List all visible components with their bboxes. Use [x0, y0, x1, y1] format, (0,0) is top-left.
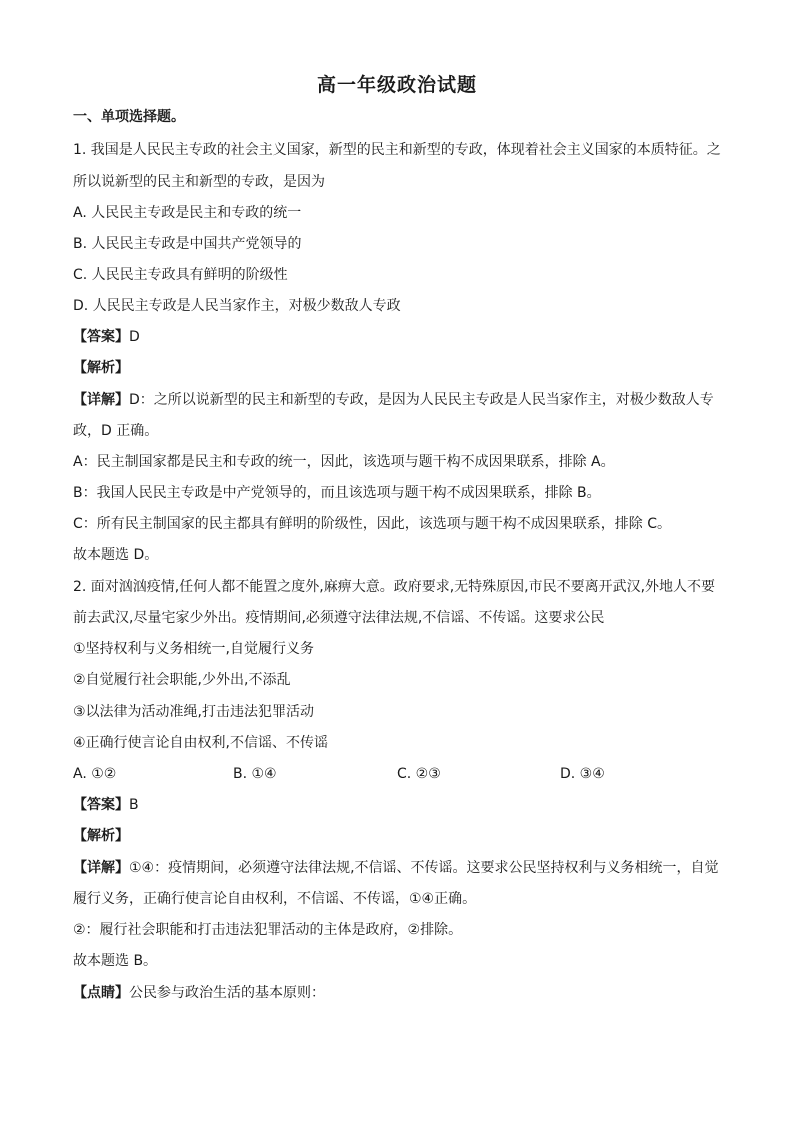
q1-explain-c: C：所有民主制国家的民主都具有鲜明的阶级性，因此，该选项与题干构不成因果联系，排除 C。	[73, 516, 671, 532]
q2-analysis-tag: 【解析】	[73, 828, 129, 844]
q1-answer-tag: 【答案】	[73, 329, 129, 345]
q2-detail-tag: 【详解】	[73, 860, 129, 876]
q2-tip-tag: 【点睛】	[73, 985, 129, 1001]
q2-options-row	[73, 764, 733, 784]
q2-answer	[73, 795, 733, 815]
q1-answer	[73, 327, 733, 347]
q1-analysis-tag: 【解析】	[73, 360, 129, 376]
q1-option-b: B. 人民民主专政是中国共产党领导的	[73, 236, 302, 252]
q2-tip	[73, 983, 733, 1003]
q2-answer-tag: 【答案】	[73, 797, 129, 813]
q2-option-c: C. ②③	[397, 766, 441, 782]
q2-tip-text: 公民参与政治生活的基本原则：	[129, 985, 325, 1001]
q2-item-1: ①坚持权利与义务相统一,自觉履行义务	[73, 641, 314, 657]
q2-explain-2: ②：履行社会职能和打击违法犯罪活动的主体是政府，②排除。	[73, 922, 463, 938]
q2-stem-line-1: 2. 面对汹汹疫情,任何人都不能置之度外,麻痹大意。政府要求,无特殊原因,市民不要离开武汉,外地人不要	[73, 579, 716, 595]
q2-answer-value: B	[129, 797, 139, 813]
q2-detail-text: ①④：疫情期间，必须遵守法律法规,不信谣、不传谣。这要求公民坚持权利与义务相统一，自觉	[129, 860, 719, 876]
q1-explain-b: B：我国人民民主专政是中产党领导的，而且该选项与题干构不成因果联系，排除 B。	[73, 485, 601, 501]
q1-detail-tag: 【详解】	[73, 392, 129, 408]
q1-conclusion: 故本题选 D。	[73, 547, 159, 563]
q1-option-d: D. 人民民主专政是人民当家作主，对极少数敌人专政	[73, 298, 401, 314]
q2-option-a: A. ①②	[73, 766, 117, 782]
q1-detail-line-1	[73, 390, 733, 410]
q2-option-d: D. ③④	[560, 766, 605, 782]
q2-conclusion: 故本题选 B。	[73, 953, 158, 969]
q2-option-b: B. ①④	[233, 766, 277, 782]
q1-stem-line-2: 所以说新型的民主和新型的专政，是因为	[73, 174, 325, 190]
section-heading: 一、单项选择题。	[73, 109, 185, 125]
page-title: 高一年级政治试题	[316, 74, 477, 96]
q1-option-a: A. 人民民主专政是民主和专政的统一	[73, 205, 302, 221]
q1-answer-value: D	[129, 329, 140, 345]
q2-item-4: ④正确行使言论自由权利,不信谣、不传谣	[73, 735, 328, 751]
q2-item-3: ③以法律为活动准绳,打击违法犯罪活动	[73, 704, 314, 720]
q2-detail-line-2: 履行义务，正确行使言论自由权利，不信谣、不传谣，①④正确。	[73, 891, 477, 907]
q1-detail-line-2: 政，D 正确。	[73, 423, 159, 439]
q2-stem-line-2: 前去武汉,尽量宅家少外出。疫情期间,必须遵守法律法规,不信谣、不传谣。这要求公民	[73, 610, 605, 626]
q1-detail-text: D：之所以说新型的民主和新型的专政，是因为人民民主专政是人民当家作主，对极少数敌人专	[129, 392, 714, 408]
q1-stem-line-1: 1. 我国是人民民主专政的社会主义国家，新型的民主和新型的专政，体现着社会主义国家的本质特征。之	[73, 142, 721, 158]
q1-explain-a: A：民主制国家都是民主和专政的统一，因此，该选项与题干构不成因果联系，排除 A。	[73, 454, 615, 470]
q2-item-2: ②自觉履行社会职能,少外出,不添乱	[73, 672, 291, 688]
q2-detail-line-1	[73, 858, 733, 878]
q1-option-c: C. 人民民主专政具有鲜明的阶级性	[73, 267, 288, 283]
